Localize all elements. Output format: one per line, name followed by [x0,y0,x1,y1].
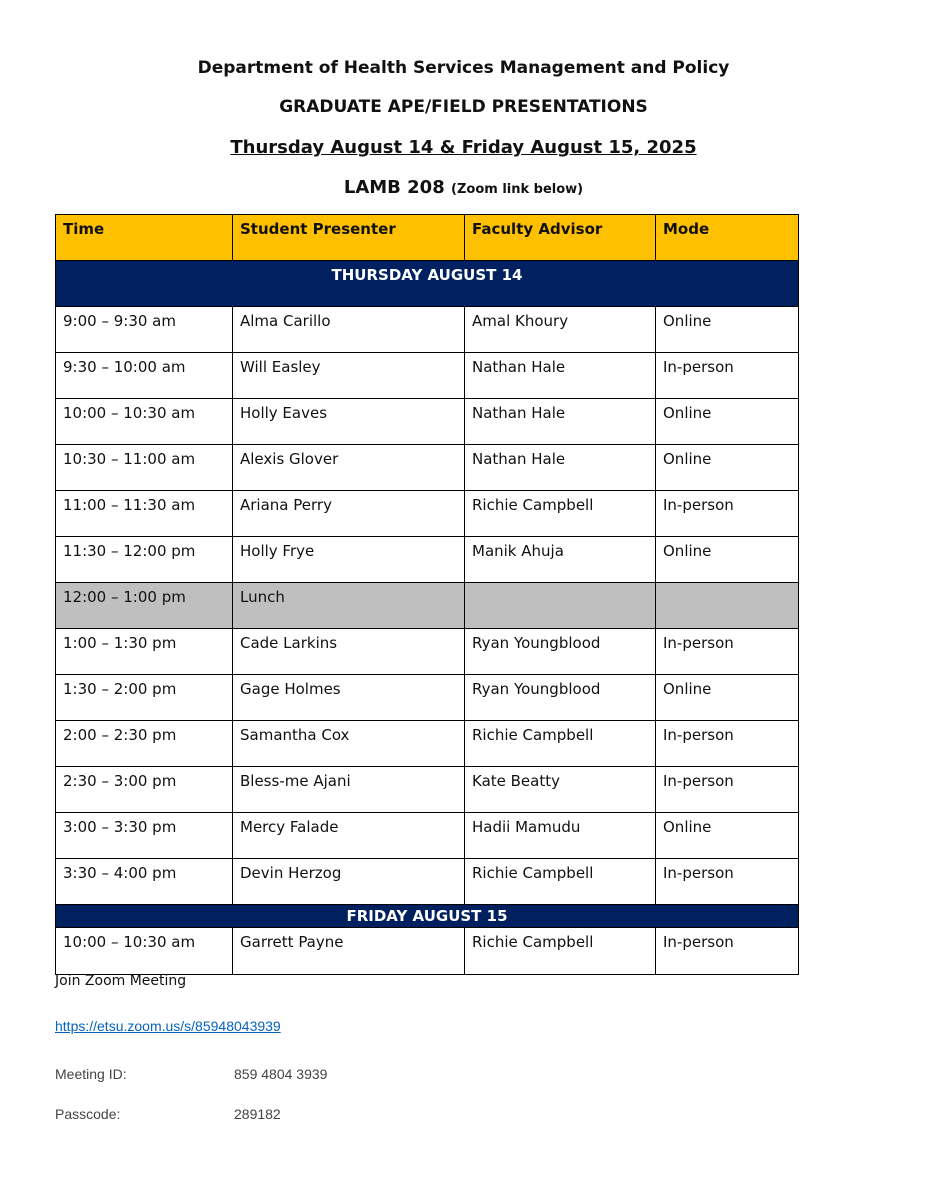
cell-time: 9:00 – 9:30 am [56,307,233,353]
cell-mode [656,583,799,629]
table-row [56,767,799,813]
cell-mode: Online [656,813,799,859]
cell-mode: In-person [656,721,799,767]
cell-presenter: Devin Herzog [233,859,465,905]
cell-time: 2:00 – 2:30 pm [56,721,233,767]
cell-advisor: Hadii Mamudu [465,813,656,859]
cell-presenter: Bless-me Ajani [233,767,465,813]
cell-advisor: Nathan Hale [465,399,656,445]
cell-mode: Online [656,675,799,721]
table-row [56,675,799,721]
cell-time: 11:30 – 12:00 pm [56,537,233,583]
cell-presenter: Alma Carillo [233,307,465,353]
zoom-link[interactable]: https://etsu.zoom.us/s/85948043939 [55,1018,281,1034]
cell-advisor: Richie Campbell [465,859,656,905]
table-row [56,629,799,675]
cell-advisor: Amal Khoury [465,307,656,353]
column-header-presenter: Student Presenter [233,215,465,261]
cell-mode: In-person [656,629,799,675]
cell-mode: In-person [656,859,799,905]
cell-time: 10:00 – 10:30 am [56,928,233,975]
cell-advisor: Ryan Youngblood [465,675,656,721]
table-row [56,307,799,353]
meeting-id-value: 859 4804 3939 [234,1066,328,1082]
department-title: Department of Health Services Management and Policy [197,58,730,78]
passcode-label: Passcode: [55,1106,121,1122]
cell-presenter: Mercy Falade [233,813,465,859]
day-header-label: FRIDAY AUGUST 15 [56,905,799,928]
cell-presenter: Alexis Glover [233,445,465,491]
lunch-row [56,583,799,629]
cell-mode: In-person [656,353,799,399]
cell-mode: Online [656,307,799,353]
cell-time: 10:30 – 11:00 am [56,445,233,491]
room-name: LAMB 208 [343,177,445,198]
cell-time: 3:00 – 3:30 pm [56,813,233,859]
passcode-value: 289182 [234,1106,281,1122]
cell-presenter: Lunch [233,583,465,629]
table-row [56,721,799,767]
cell-time: 1:30 – 2:00 pm [56,675,233,721]
cell-presenter: Holly Frye [233,537,465,583]
table-header-row [56,215,799,261]
cell-mode: In-person [656,491,799,537]
cell-advisor: Richie Campbell [465,928,656,975]
cell-mode: Online [656,399,799,445]
cell-time: 12:00 – 1:00 pm [56,583,233,629]
table-row [56,537,799,583]
cell-presenter: Will Easley [233,353,465,399]
table-row [56,399,799,445]
cell-advisor: Manik Ahuja [465,537,656,583]
cell-time: 9:30 – 10:00 am [56,353,233,399]
cell-presenter: Holly Eaves [233,399,465,445]
cell-time: 2:30 – 3:00 pm [56,767,233,813]
cell-time: 10:00 – 10:30 am [56,399,233,445]
meeting-id-label: Meeting ID: [55,1066,127,1082]
column-header-advisor: Faculty Advisor [465,215,656,261]
day-header-label: THURSDAY AUGUST 14 [56,261,799,307]
table-row [56,445,799,491]
table-row [56,859,799,905]
event-dates: Thursday August 14 & Friday August 15, 2025 [230,137,697,158]
cell-mode: In-person [656,767,799,813]
page-title: GRADUATE APE/FIELD PRESENTATIONS [279,97,648,117]
join-zoom-label: Join Zoom Meeting [55,973,187,989]
day-header-row [56,261,799,307]
cell-time: 3:30 – 4:00 pm [56,859,233,905]
cell-mode: Online [656,445,799,491]
cell-presenter: Gage Holmes [233,675,465,721]
table-row [56,813,799,859]
cell-advisor [465,583,656,629]
cell-advisor: Richie Campbell [465,491,656,537]
cell-advisor: Richie Campbell [465,721,656,767]
cell-presenter: Cade Larkins [233,629,465,675]
column-header-mode: Mode [656,215,799,261]
cell-presenter: Ariana Perry [233,491,465,537]
cell-advisor: Nathan Hale [465,353,656,399]
cell-presenter: Garrett Payne [233,928,465,975]
cell-time: 11:00 – 11:30 am [56,491,233,537]
table-row [56,928,799,975]
table-row [56,353,799,399]
cell-advisor: Nathan Hale [465,445,656,491]
cell-presenter: Samantha Cox [233,721,465,767]
cell-mode: Online [656,537,799,583]
cell-advisor: Ryan Youngblood [465,629,656,675]
cell-mode: In-person [656,928,799,975]
table-row [56,491,799,537]
room-line [0,177,927,198]
day-header-row [56,905,799,928]
room-note: (Zoom link below) [451,182,584,197]
cell-advisor: Kate Beatty [465,767,656,813]
cell-time: 1:00 – 1:30 pm [56,629,233,675]
schedule-table [55,214,799,975]
column-header-time: Time [56,215,233,261]
